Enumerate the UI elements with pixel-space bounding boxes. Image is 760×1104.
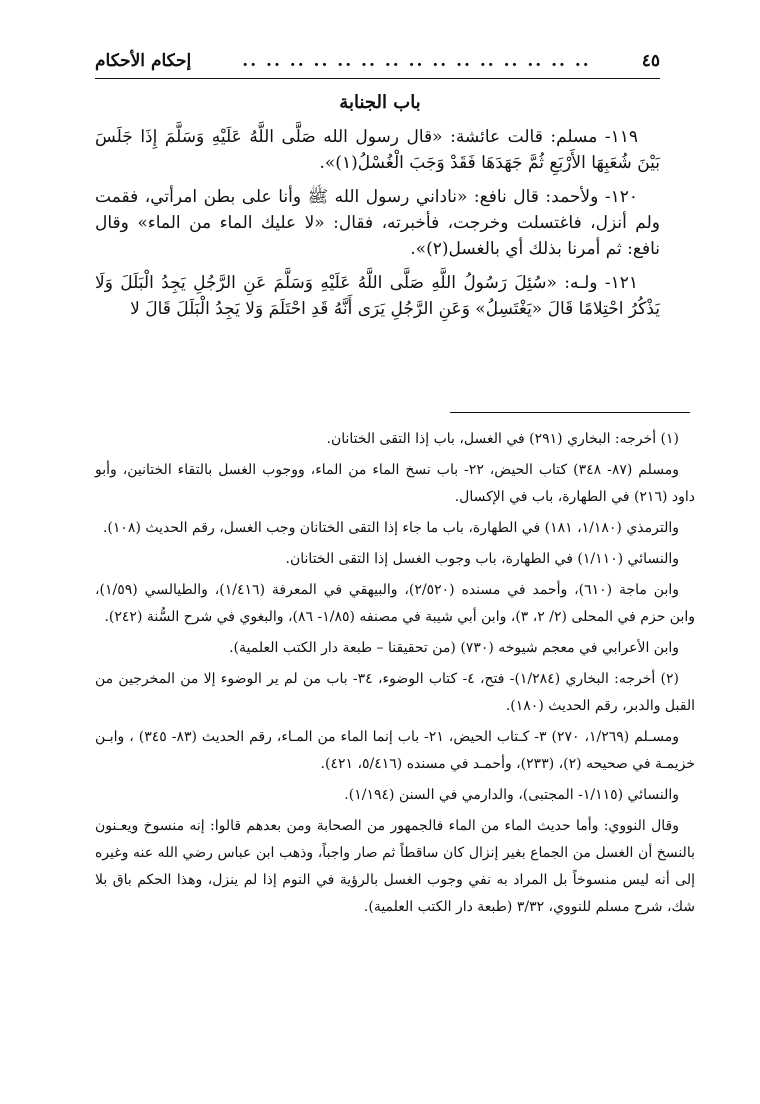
header-leader-dots: .. .. .. .. .. .. .. .. .. .. .. .. .. .. .. <box>242 51 591 71</box>
footnote: (١) أخرجه: البخاري (٢٩١) في الغسل، باب إذا التقى الختانان. <box>326 431 679 447</box>
footnote: ومسلم (٨٧- ٣٤٨) كتاب الحيض، ٢٢- باب نسخ الماء من الماء، ووجوب الغسل بالتقاء الختانين، وأبو داود (٢١٦) في الطهارة، باب في الإكسال. <box>95 462 695 505</box>
running-title: إحكام الأحكام <box>95 51 192 71</box>
hadith-120: ١٢٠- ولأحمد: قال نافع: «ناداني رسول الله ﷺ وأنا على بطن امرأتي، فقمت ولم أنزل، فاغتسلت وخرجت، فأخبرته، فقال: «لا عليك الماء من الماء» وقال نافع: ثم أمرنا بذلك أي بالغسل(٢)». <box>95 187 660 259</box>
header-rule <box>95 78 660 79</box>
footnote-separator <box>450 412 690 413</box>
footnote: والنسائي (١/١١٥- المجتبى)، والدارمي في السنن (١/١٩٤). <box>344 787 679 803</box>
footnote: وابن الأعرابي في معجم شيوخه (٧٣٠) (من تحقيقنا – طبعة دار الكتب العلمية). <box>229 640 679 656</box>
page-number: ٤٥ <box>641 51 660 71</box>
footnotes <box>95 426 695 925</box>
hadith-121: ١٢١- ولـه: «سُئِلَ رَسُولُ اللَّهِ صَلَّى اللَّهُ عَلَيْهِ وَسَلَّمَ عَنِ الرَّجُلِ يَجِدُ الْبَلَلَ وَلَا يَذْكُرُ احْتِلامًا قَالَ «يَغْتَسِلُ» وَعَنِ الرَّجُلِ يَرَى أَنَّهُ قَدِ احْتَلَمَ وَلا يَجِدُ الْبَلَلَ قَالَ لا <box>95 273 660 319</box>
footnote: والترمذي (١/١٨٠، ١٨١) في الطهارة، باب ما جاء إذا التقى الختانان وجب الغسل، رقم الحديث (١٠٨). <box>102 520 679 536</box>
running-header <box>95 48 660 74</box>
footnote: ومسـلم (١/٢٦٩، ٢٧٠) ٣- كـتاب الحيض، ٢١- باب إنما الماء من المـاء، رقم الحديث (٨٣- ٣٤٥) ، وابـن خزيمـة في صحيحه (٢)، (٢٣٣)، وأحمـد في مسنده (٥/٤١٦، ٤٢١). <box>95 729 695 772</box>
main-text <box>95 124 660 330</box>
hadith-119: ١١٩- مسلم: قالت عائشة: «قال رسول الله صَلَّى اللَّهُ عَلَيْهِ وَسَلَّمَ إِذَا جَلَسَ بَيْنَ شُعَبِهَا الأَرْبَعِ ثُمَّ جَهَدَهَا فَقَدْ وَجَبَ الْغُسْلُ(١)». <box>95 127 660 173</box>
footnote: والنسائي (١/١١٠) في الطهارة، باب وجوب الغسل إذا التقى الختانان. <box>285 551 679 567</box>
footnote: وابن ماجة (٦١٠)، وأحمد في مسنده (٢/٥٢٠)، والبيهقي في المعرفة (١/٤١٦)، والطيالسي (١/٥٩)، وابن حزم في المحلى (٢/ ٢، ٣)، وابن أبي شيبة في مصنفه (١/٨٥- ٨٦)، والبغوي في شرح السُّنة (٢٤٢). <box>95 582 695 625</box>
footnote: وقال النووي: وأما حديث الماء من الماء فالجمهور من الصحابة ومن بعدهم قالوا: إنه منسوخ ويعـنون بالنسخ أن الغسل من الجماع بغير إنزال كان ساقطاً ثم صار واجباً، وذهب ابن عباس رضي الله عنه وغيره إلى أنه ليس منسوخاً بل المراد به نفي وجوب الغسل بالرؤية في النوم إذا لم ينزل، وهذا الحكم باق بلا شك، شرح مسلم للنووي، ٣/٣٢ (طبعة دار الكتب العلمية). <box>95 818 695 915</box>
section-title: باب الجنابة <box>339 92 421 113</box>
footnote: (٢) أخرجه: البخاري (١/٢٨٤)- فتح، ٤- كتاب الوضوء، ٣٤- باب من لم ير الوضوء إلا من المخرجين من القبل والدبر، رقم الحديث (١٨٠). <box>95 671 695 714</box>
